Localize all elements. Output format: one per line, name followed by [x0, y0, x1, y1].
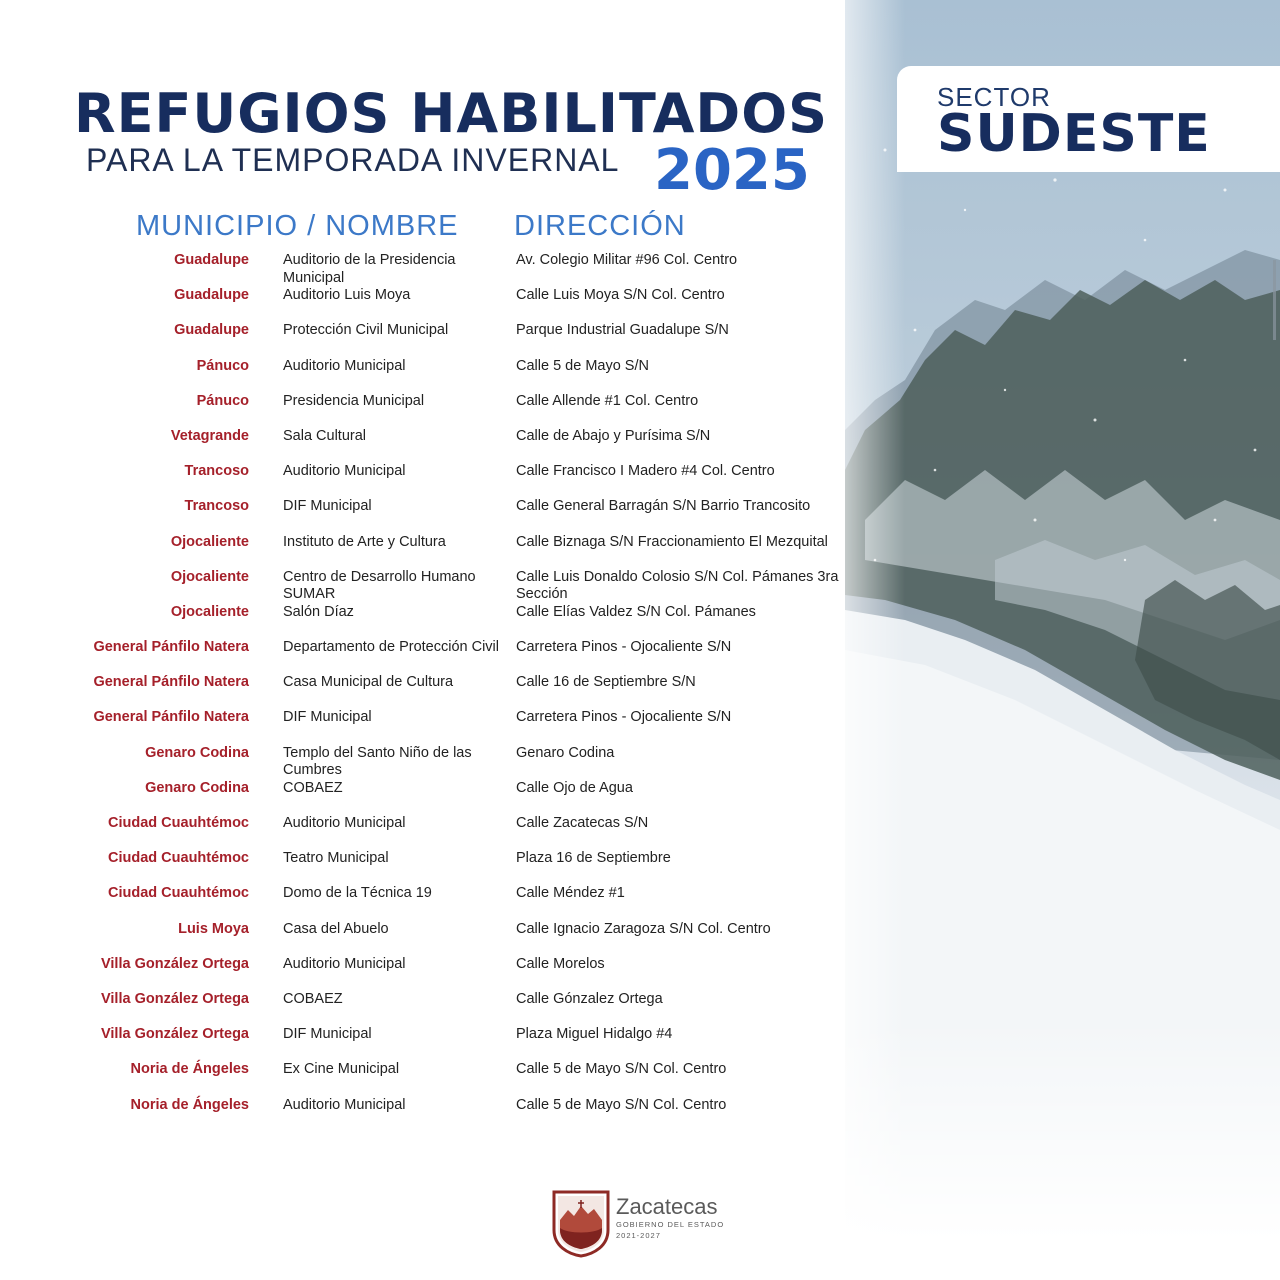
row-nombre: Departamento de Protección Civil [283, 639, 499, 656]
table-row [0, 954, 845, 989]
row-direccion: Av. Colegio Militar #96 Col. Centro [516, 252, 738, 268]
row-municipio: Guadalupe [174, 252, 249, 268]
row-municipio: Guadalupe [174, 287, 249, 304]
sector-name: SUDESTE [937, 104, 1211, 164]
row-municipio: Pánuco [196, 392, 249, 409]
row-nombre: Auditorio Municipal [283, 1096, 406, 1113]
row-municipio: Trancoso [184, 498, 249, 515]
row-direccion: Calle Morelos [516, 955, 605, 972]
row-nombre: Instituto de Arte y Cultura [283, 533, 446, 550]
row-municipio: Villa González Ortega [100, 955, 249, 972]
row-nombre: Salón Díaz [283, 603, 354, 620]
shelters-table [0, 250, 845, 1130]
row-municipio: Ciudad Cuauhtémoc [108, 885, 249, 902]
table-row [0, 356, 845, 391]
table-row [0, 602, 845, 637]
row-nombre: DIF Municipal [283, 709, 372, 726]
row-direccion: Calle Zacatecas S/N [516, 815, 649, 831]
row-direccion: Carretera Pinos - Ojocaliente S/N [516, 639, 732, 656]
table-row [0, 250, 845, 285]
table-row [0, 285, 845, 320]
table-row [0, 743, 845, 778]
row-direccion: Parque Industrial Guadalupe S/N [516, 322, 729, 339]
row-nombre: DIF Municipal [283, 498, 372, 515]
row-municipio: Villa González Ortega [100, 1026, 249, 1043]
row-nombre: Auditorio Municipal [283, 357, 406, 374]
table-row [0, 1024, 845, 1059]
table-row [0, 391, 845, 426]
row-nombre: Ex Cine Municipal [283, 1061, 400, 1078]
row-direccion: Genaro Codina [516, 744, 615, 761]
row-municipio: General Pánfilo Natera [93, 709, 249, 726]
page-subtitle: PARA LA TEMPORADA INVERNAL [86, 142, 620, 178]
row-direccion: Calle 16 de Septiembre S/N [516, 674, 696, 691]
row-municipio: Pánuco [196, 357, 249, 374]
row-municipio: Ojocaliente [170, 533, 249, 550]
row-direccion: Calle Luis Moya S/N Col. Centro [516, 287, 725, 304]
row-direccion: Calle 5 de Mayo S/N Col. Centro [516, 1061, 727, 1078]
page-title: REFUGIOS HABILITADOS [74, 82, 829, 145]
table-row [0, 778, 845, 813]
row-direccion: Calle Méndez #1 [516, 885, 625, 902]
row-nombre: Auditorio Municipal [283, 463, 406, 480]
sector-label: SECTOR [937, 82, 1051, 112]
row-direccion: Calle de Abajo y Purísima S/N [516, 427, 711, 444]
table-row [0, 883, 845, 918]
table-row [0, 1095, 845, 1130]
row-direccion: Calle Ojo de Agua [516, 779, 633, 796]
row-direccion: Calle Francisco I Madero #4 Col. Centro [516, 463, 775, 480]
row-nombre: Auditorio de la Presidencia Municipal [283, 252, 456, 286]
column-header-direccion: DIRECCIÓN [514, 210, 686, 242]
row-direccion: Carretera Pinos - Ojocaliente S/N [516, 709, 732, 726]
row-direccion: Calle Allende #1 Col. Centro [516, 392, 699, 409]
row-municipio: Ojocaliente [170, 603, 249, 620]
row-nombre: Presidencia Municipal [283, 392, 425, 409]
row-nombre: Auditorio Municipal [283, 955, 406, 972]
row-municipio: General Pánfilo Natera [93, 674, 249, 691]
row-municipio: Noria de Ángeles [130, 1061, 249, 1078]
row-nombre: Centro de Desarrollo Humano SUMAR [283, 568, 476, 603]
logo-name: Zacatecas [616, 1194, 718, 1219]
row-municipio: Ciudad Cuauhtémoc [108, 815, 249, 831]
row-direccion: Calle Luis Donaldo Colosio S/N Col. Pámanes 3ra Sección [516, 568, 839, 603]
row-direccion: Calle Ignacio Zaragoza S/N Col. Centro [516, 920, 771, 937]
row-nombre: Teatro Municipal [283, 850, 389, 867]
row-municipio: Noria de Ángeles [130, 1096, 249, 1113]
row-direccion: Plaza 16 de Septiembre [516, 850, 671, 867]
row-direccion: Calle Gónzalez Ortega [516, 990, 663, 1007]
table-row [0, 496, 845, 531]
table-row [0, 320, 845, 355]
row-nombre: Casa del Abuelo [283, 920, 389, 937]
table-row [0, 567, 845, 602]
table-row [0, 672, 845, 707]
row-direccion: Calle Biznaga S/N Fraccionamiento El Mezquital [516, 533, 828, 550]
sector-badge [897, 66, 1280, 172]
zacatecas-government-logo [552, 1190, 732, 1260]
row-municipio: Ciudad Cuauhtémoc [108, 850, 249, 867]
row-municipio: Genaro Codina [145, 744, 249, 761]
column-header-municipio: MUNICIPIO / NOMBRE [136, 210, 459, 242]
logo-subtitle: GOBIERNO DEL ESTADO [616, 1220, 725, 1229]
row-nombre: DIF Municipal [283, 1026, 372, 1043]
row-direccion: Calle 5 de Mayo S/N [516, 357, 649, 374]
row-municipio: Vetagrande [170, 427, 249, 444]
photo-bottom-fade [845, 1020, 1280, 1280]
table-row [0, 637, 845, 672]
row-nombre: Auditorio Municipal [283, 815, 406, 831]
row-nombre: Auditorio Luis Moya [283, 287, 411, 304]
table-row [0, 461, 845, 496]
row-nombre: Protección Civil Municipal [283, 322, 449, 339]
logo-years: 2021-2027 [616, 1231, 661, 1240]
row-municipio: Guadalupe [174, 322, 249, 339]
row-nombre: COBAEZ [283, 990, 343, 1007]
row-municipio: Trancoso [184, 463, 249, 480]
snow-landscape-photo [845, 0, 1280, 1280]
row-municipio: Luis Moya [178, 920, 249, 937]
table-row [0, 813, 845, 848]
row-nombre: Templo del Santo Niño de las Cumbres [283, 744, 472, 779]
title-year: 2025 [654, 138, 810, 203]
shield-icon [552, 1190, 610, 1258]
row-municipio: Ojocaliente [170, 568, 249, 585]
row-direccion: Calle 5 de Mayo S/N Col. Centro [516, 1096, 727, 1113]
row-municipio: Villa González Ortega [100, 990, 249, 1007]
table-row [0, 919, 845, 954]
table-row [0, 707, 845, 742]
row-nombre: Casa Municipal de Cultura [283, 674, 454, 691]
row-nombre: Sala Cultural [283, 427, 367, 444]
row-municipio: General Pánfilo Natera [93, 639, 249, 656]
table-row [0, 426, 845, 461]
table-row [0, 1059, 845, 1094]
table-row [0, 848, 845, 883]
row-direccion: Calle Elías Valdez S/N Col. Pámanes [516, 603, 756, 620]
row-nombre: COBAEZ [283, 779, 343, 796]
row-direccion: Calle General Barragán S/N Barrio Trancosito [516, 498, 811, 515]
row-municipio: Genaro Codina [145, 779, 249, 796]
table-row [0, 989, 845, 1024]
table-row [0, 532, 845, 567]
row-direccion: Plaza Miguel Hidalgo #4 [516, 1026, 673, 1043]
row-nombre: Domo de la Técnica 19 [283, 885, 432, 902]
